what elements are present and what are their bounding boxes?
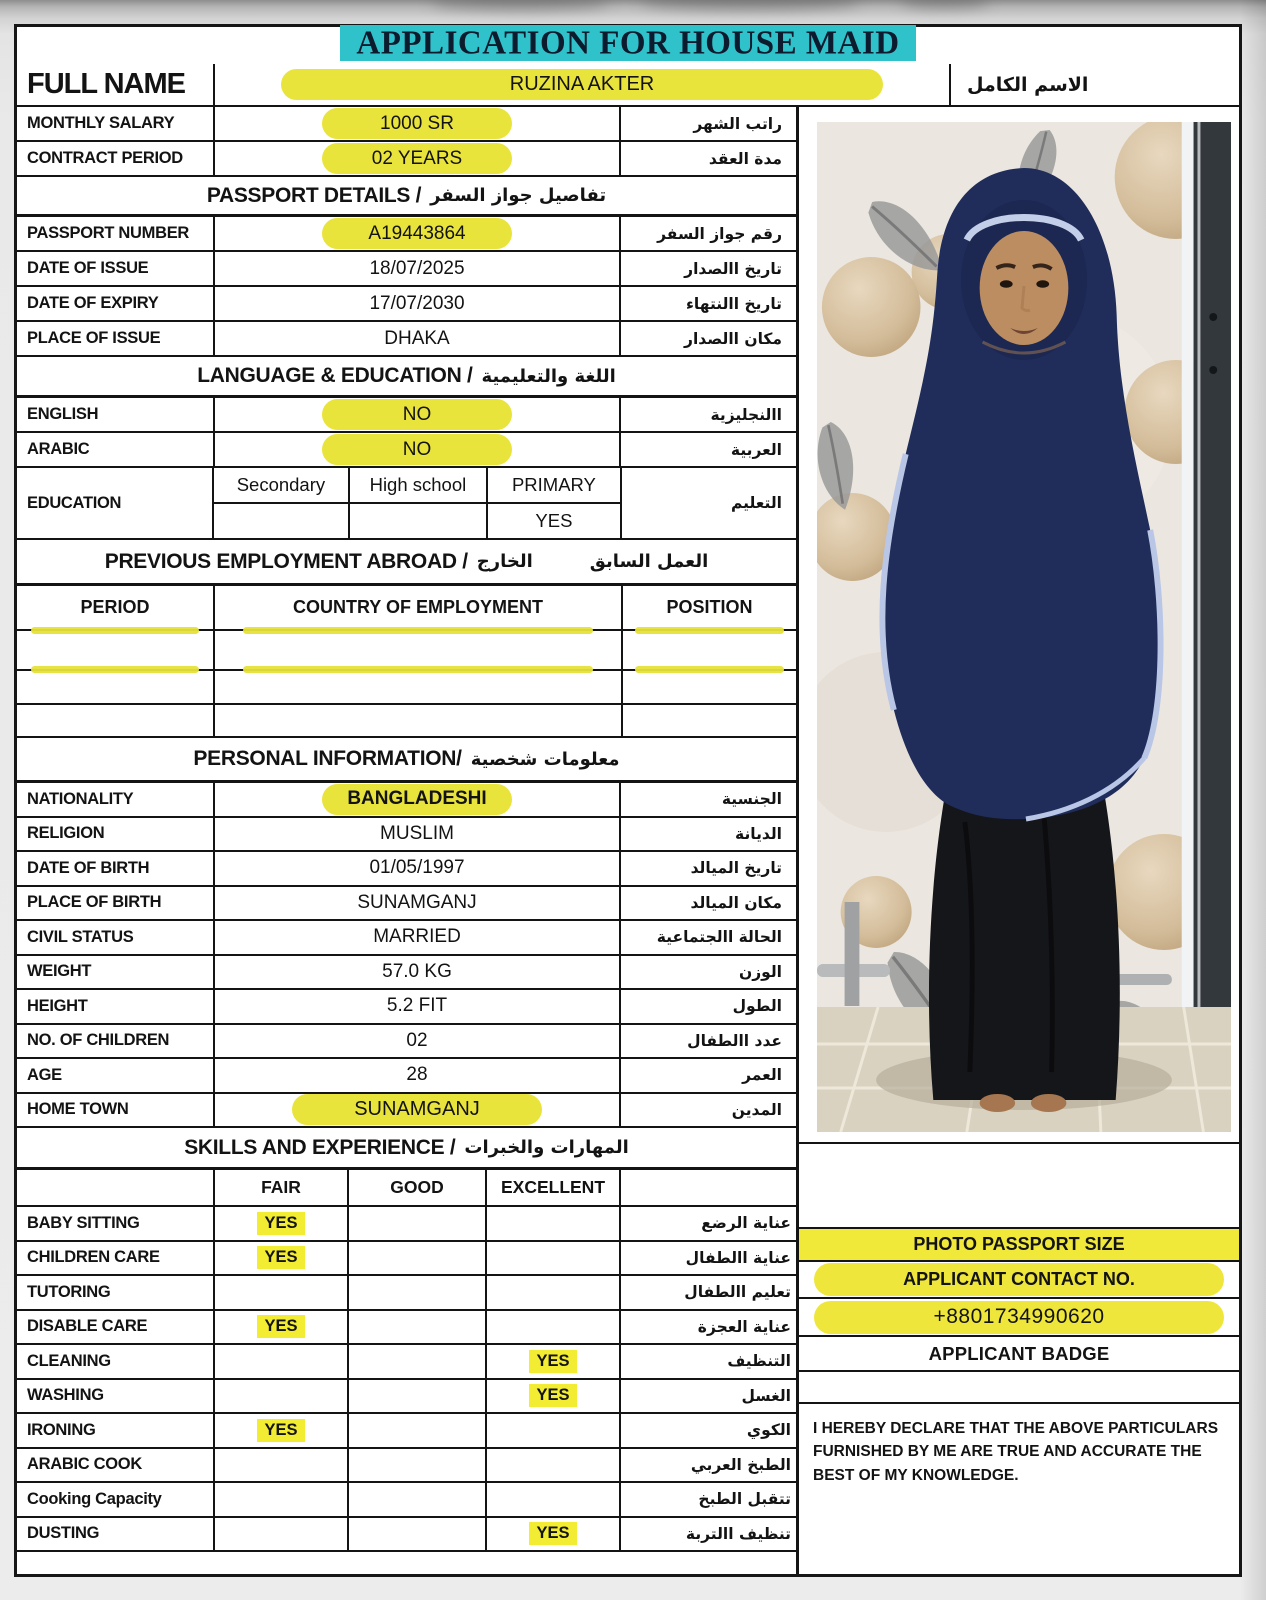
religion-label: RELIGION [27,824,105,843]
field-row-place-of-issue [17,322,796,357]
skill-fair: YES [257,1419,304,1442]
skills-col-good: GOOD [347,1170,485,1205]
children-value: 02 [213,1025,619,1058]
date-of-expiry-arabic: تاريخ االنتهاء [619,287,796,320]
field-row-place-of-birth [17,887,796,922]
employment-col-period: PERIOD [80,597,150,617]
height-label: HEIGHT [27,996,88,1015]
employment-cell [17,705,213,736]
full-name-arabic: الاسم الكامل [949,64,1239,105]
contact-label: APPLICANT CONTACT NO. [814,1263,1223,1296]
applicant-photo-cell [799,107,1239,1144]
employment-col-country: COUNTRY OF EMPLOYMENT [213,586,621,629]
nationality-arabic: الجنسية [619,783,796,816]
monthly-salary-label: MONTHLY SALARY [27,114,175,132]
skills-col-blank [17,1170,213,1205]
nationality-label: NATIONALITY [27,789,134,808]
weight-value: 57.0 KG [213,956,619,989]
scan-smudge [430,0,610,10]
section-header-language [17,357,796,398]
arabic-value: NO [322,434,512,465]
passport-header-en: PASSPORT DETAILS / [206,183,422,207]
height-arabic: الطول [619,990,796,1023]
civil-status-value: MARRIED [213,921,619,954]
passport-header-ar: تفاصيل جواز السفر [430,185,607,206]
skill-label: BABY SITTING [27,1213,140,1232]
date-of-issue-arabic: تاريخ االصدار [619,252,796,285]
education-primary-answer: YES [535,510,573,531]
education-secondary-answer [214,504,348,538]
skill-arabic: الطبخ العربي [619,1449,796,1482]
skill-arabic: عناية االطفال [619,1242,796,1275]
left-column-filler [17,1552,796,1574]
skill-arabic: تتقبل الطبخ [619,1483,796,1516]
education-highschool: High school [350,468,486,504]
language-header-en: LANGUAGE & EDUCATION / [197,364,473,387]
education-grid [212,468,620,538]
age-value: 28 [213,1059,619,1092]
passport-number-label: PASSPORT NUMBER [27,224,190,242]
education-primary: PRIMARY [488,468,620,504]
home-town-value-cell [213,1094,619,1127]
page-title: APPLICATION FOR HOUSE MAID [356,23,900,62]
scan-smudge [900,0,990,8]
skill-row-dusting [17,1518,796,1553]
employment-header-ar1: الخارج [476,551,533,572]
contact-number: +8801734990620 [814,1301,1223,1334]
monthly-salary-value-cell [213,107,619,140]
full-name-value-cell [213,64,949,105]
field-row-religion [17,818,796,853]
home-town-value: SUNAMGANJ [292,1094,542,1125]
employment-cell [621,671,796,703]
monthly-salary-arabic: راتب الشهر [619,107,796,140]
english-label: ENGLISH [27,405,99,423]
english-value-cell [213,398,619,431]
skill-excellent: YES [529,1384,576,1407]
religion-value: MUSLIM [213,818,619,851]
arabic-value-cell [213,433,619,466]
place-of-birth-arabic: مكان الميالد [619,887,796,920]
place-of-birth-label: PLACE OF BIRTH [27,893,162,912]
scan-edge-shade [1240,0,1266,1600]
field-row-nationality [17,783,796,818]
date-of-issue-label: DATE OF ISSUE [27,259,149,277]
arabic-label: ARABIC [27,440,90,458]
skill-arabic: الكوي [619,1414,796,1447]
date-of-birth-label: DATE OF BIRTH [27,858,150,877]
personal-header-ar: معلومات شخصية [470,748,620,770]
date-of-expiry-label: DATE OF EXPIRY [27,294,159,312]
education-col-secondary [214,468,348,538]
english-arabic: االنجليزية [619,398,796,431]
skills-header-ar: المهارات والخبرات [464,1137,629,1158]
contract-period-value-cell [213,142,619,175]
skills-header-en: SKILLS AND EXPERIENCE / [184,1135,456,1159]
skill-excellent: YES [529,1350,576,1373]
employment-header-ar2: العمل السابق [589,551,709,572]
field-row-english [17,398,796,433]
skill-fair: YES [257,1246,304,1269]
field-row-contract-period [17,142,796,177]
employment-cell [621,705,796,736]
field-row-date-of-birth [17,852,796,887]
skill-arabic: الغسل [619,1380,796,1413]
photo-caption-band: PHOTO PASSPORT SIZE [799,1229,1239,1262]
field-row-children [17,1025,796,1060]
employment-cell [213,631,621,669]
applicant-photo [817,122,1231,1132]
section-header-passport [17,177,796,217]
field-row-passport-number [17,217,796,252]
skill-row-arabic-cook [17,1449,796,1484]
height-value: 5.2 FIT [213,990,619,1023]
arabic-arabic: العربية [619,433,796,466]
education-col-primary [486,468,620,538]
skill-arabic: تعليم االطفال [619,1276,796,1309]
declaration-text: I HEREBY DECLARE THAT THE ABOVE PARTICULARS FURNISHED BY ME ARE TRUE AND ACCURATE THE BEST OF MY KNOWLEDGE. [813,1420,1219,1484]
field-row-date-of-expiry [17,287,796,322]
place-of-issue-value: DHAKA [213,322,619,355]
weight-label: WEIGHT [27,962,92,981]
badge-row [799,1337,1239,1372]
skill-label: CHILDREN CARE [27,1248,160,1267]
education-label: EDUCATION [27,493,122,512]
skill-label: ARABIC COOK [27,1455,142,1474]
section-header-employment [17,540,796,586]
skill-arabic: عناية الرضع [619,1207,796,1240]
skill-row-children-care [17,1242,796,1277]
date-of-birth-value: 01/05/1997 [213,852,619,885]
contact-number-row [799,1299,1239,1337]
skills-col-excellent: EXCELLENT [485,1170,619,1205]
employment-cell [17,631,213,669]
field-row-weight [17,956,796,991]
date-of-birth-arabic: تاريخ الميالد [619,852,796,885]
door-frame [1182,122,1194,1010]
english-value: NO [322,399,512,430]
skill-row-cooking-capacity [17,1483,796,1518]
skill-row-tutoring [17,1276,796,1311]
badge-label: APPLICANT BADGE [928,1342,1110,1364]
skills-col-arabic-blank [619,1170,796,1205]
employment-cell [213,671,621,703]
employment-row-empty [17,705,796,738]
field-row-home-town [17,1094,796,1129]
full-name-value: RUZINA AKTER [281,69,883,100]
field-row-date-of-issue [17,252,796,287]
skills-col-fair: FAIR [213,1170,347,1205]
place-of-birth-value: SUNAMGANJ [213,887,619,920]
place-of-issue-arabic: مكان االصدار [619,322,796,355]
skill-label: Cooking Capacity [27,1489,162,1508]
title-highlight-band [340,25,915,61]
contact-label-row [799,1262,1239,1299]
skill-label: DUSTING [27,1524,100,1543]
children-arabic: عدد االطفال [619,1025,796,1058]
full-name-label: FULL NAME [27,68,186,100]
language-header-ar: اللغة والتعليمية [481,365,616,387]
skill-arabic: التنظيف [619,1345,796,1378]
skill-excellent: YES [529,1522,576,1545]
civil-status-arabic: الحالة االجتماعية [619,921,796,954]
date-of-issue-value: 18/07/2025 [213,252,619,285]
date-of-expiry-value: 17/07/2030 [213,287,619,320]
form-left-column [17,107,796,1574]
employment-header-en: PREVIOUS EMPLOYMENT ABROAD / [104,549,468,573]
education-col-highschool [348,468,486,538]
field-row-civil-status [17,921,796,956]
weight-arabic: الوزن [619,956,796,989]
application-form [14,24,1242,1577]
skill-label: CLEANING [27,1351,111,1370]
skill-row-baby-sitting [17,1207,796,1242]
field-row-age [17,1059,796,1094]
education-secondary: Secondary [214,468,348,504]
photo-cell-spacer [799,1144,1239,1229]
skill-row-ironing [17,1414,796,1449]
contract-period-label: CONTRACT PERIOD [27,149,183,167]
skill-row-disable-care [17,1311,796,1346]
monthly-salary-value: 1000 SR [322,108,512,139]
passport-number-value: A19443864 [322,218,512,249]
employment-cell [621,631,796,669]
badge-spacer [799,1372,1239,1404]
skill-fair: YES [257,1315,304,1338]
skill-row-washing [17,1380,796,1415]
contract-period-value: 02 YEARS [322,143,512,174]
section-header-personal [17,738,796,783]
employment-cell [17,671,213,703]
skill-label: WASHING [27,1386,104,1405]
field-row-full-name [17,64,1239,107]
home-town-label: HOME TOWN [27,1100,129,1119]
skill-label: TUTORING [27,1282,111,1301]
employment-row-empty [17,671,796,705]
scan-smudge [640,0,860,10]
skill-label: IRONING [27,1420,96,1439]
skill-fair: YES [257,1212,304,1235]
field-row-height [17,990,796,1025]
employment-row-empty [17,631,796,671]
education-arabic: التعليم [620,468,796,538]
passport-number-value-cell [213,217,619,250]
field-row-monthly-salary [17,107,796,142]
form-right-column [796,107,1239,1574]
nationality-value-cell [213,783,619,816]
religion-arabic: الديانة [619,818,796,851]
field-row-education [17,468,796,540]
section-header-skills [17,1128,796,1170]
home-town-arabic: المدين [619,1094,796,1127]
place-of-issue-label: PLACE OF ISSUE [27,329,161,347]
civil-status-label: CIVIL STATUS [27,927,134,946]
age-arabic: العمر [619,1059,796,1092]
employment-cell [213,705,621,736]
employment-col-position: POSITION [621,586,796,629]
form-title-row [17,23,1239,64]
skill-label: DISABLE CARE [27,1317,148,1336]
personal-header-en: PERSONAL INFORMATION/ [193,747,462,770]
skills-columns-header [17,1170,796,1207]
skill-arabic: تنظيف االتربة [619,1518,796,1551]
skill-arabic: عناية العجزة [619,1311,796,1344]
contract-period-arabic: مدة العقد [619,142,796,175]
education-highschool-answer [350,504,486,538]
field-row-arabic [17,433,796,468]
nationality-value: BANGLADESHI [322,784,512,815]
skill-row-cleaning [17,1345,796,1380]
children-label: NO. OF CHILDREN [27,1031,170,1050]
passport-number-arabic: رقم جواز السفر [619,217,796,250]
age-label: AGE [27,1065,62,1084]
employment-columns-header [17,586,796,631]
form-body [17,107,1239,1574]
